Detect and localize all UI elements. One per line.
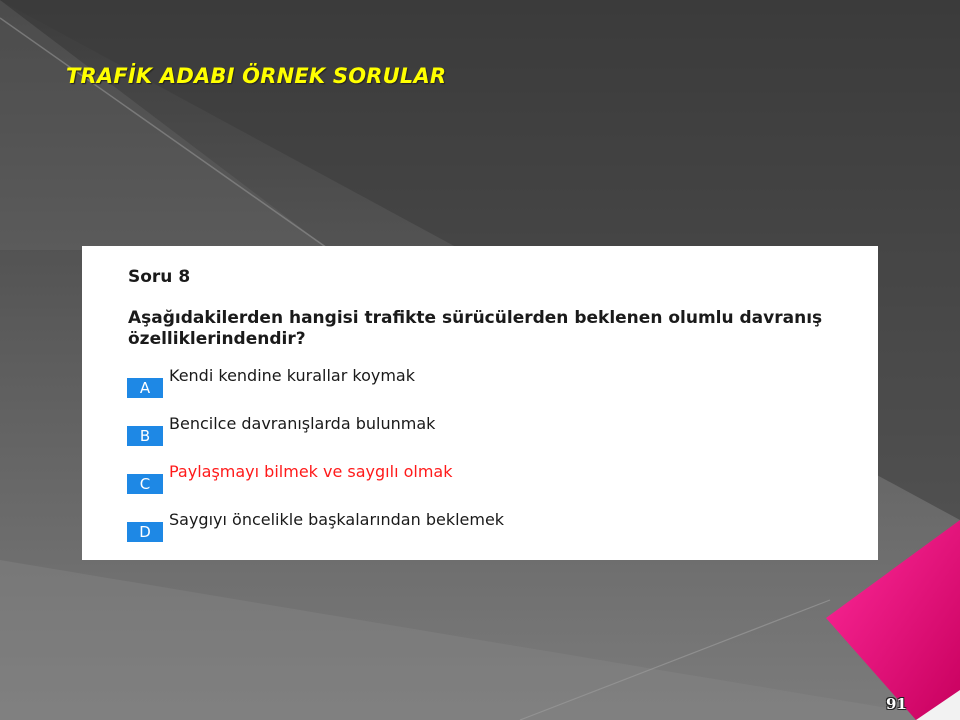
answer-option-c[interactable] [127, 462, 847, 496]
background-lower-wedge [0, 560, 960, 720]
option-letter-badge[interactable]: D [127, 522, 163, 542]
slide-title: TRAFİK ADABI ÖRNEK SORULAR [66, 64, 447, 88]
answer-option-b[interactable] [127, 414, 847, 448]
question-number: Soru 8 [128, 267, 191, 287]
answer-option-d[interactable] [127, 510, 847, 544]
option-text[interactable]: Saygıyı öncelikle başkalarından beklemek [169, 510, 505, 529]
slide-page-number: 91 [886, 695, 907, 713]
option-text-correct-answer[interactable]: Paylaşmayı bilmek ve saygılı olmak [169, 462, 453, 481]
question-panel [82, 246, 878, 560]
answer-option-a[interactable] [127, 366, 847, 400]
option-letter-badge[interactable]: C [127, 474, 163, 494]
option-letter-badge[interactable]: A [127, 378, 163, 398]
option-text[interactable]: Kendi kendine kurallar koymak [169, 366, 415, 385]
option-letter-badge[interactable]: B [127, 426, 163, 446]
option-text[interactable]: Bencilce davranışlarda bulunmak [169, 414, 436, 433]
question-text: Aşağıdakilerden hangisi trafikte sürücülerden beklenen olumlu davranış özelliklerindendir? [128, 308, 823, 349]
